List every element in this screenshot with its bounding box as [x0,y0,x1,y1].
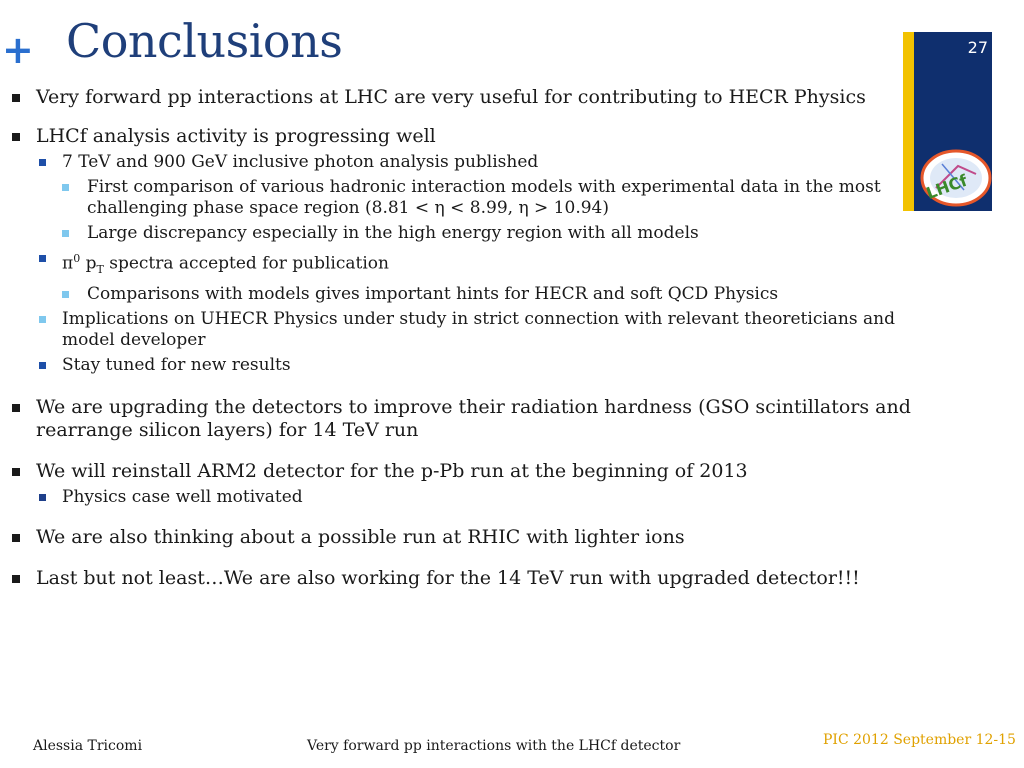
bullet-3: We are upgrading the detectors to improve their radiation hardness (GSO scintillators and rearrange silicon layers) for 14 TeV run [12,396,947,442]
footer-talk-title: Very forward pp interactions with the LHCf detector [307,738,681,754]
footer-conference: PIC 2012 September 12-15 [823,732,1016,748]
page-title: Conclusions [66,14,343,68]
bullet-2-2: $\pi^0$ $p_T$ spectra accepted for publication [12,248,947,280]
bullet-2-3: Implications on UHECR Physics under study in strict connection with relevant theoreticians and model developer [12,309,947,351]
bullet-2-1-2: Large discrepancy especially in the high energy region with all models [12,223,947,244]
bullet-list [12,86,947,590]
bullet-2-1-1: First comparison of various hadronic interaction models with experimental data in the most challenging phase space region (8.81 < η < 8.99, η > 10.94) [12,177,947,219]
logo-text: LHCf [923,170,970,204]
bullet-1: Very forward pp interactions at LHC are very useful for contributing to HECR Physics [12,86,947,109]
bullet-6: Last but not least…We are also working for the 14 TeV run with upgraded detector!!! [12,567,947,590]
bullet-2-4: Stay tuned for new results [12,355,947,376]
bullet-2-2-1: Comparisons with models gives important hints for HECR and soft QCD Physics [12,284,947,305]
bullet-2: LHCf analysis activity is progressing well [12,125,947,148]
bullet-2-1: 7 TeV and 900 GeV inclusive photon analysis published [12,152,947,173]
bullet-4: We will reinstall ARM2 detector for the p-Pb run at the beginning of 2013 [12,460,947,483]
bullet-4-1: Physics case well motivated [12,487,947,508]
plus-icon: + [2,28,34,72]
slide-number: 27 [967,38,988,57]
footer-author: Alessia Tricomi [33,738,143,754]
bullet-5: We are also thinking about a possible run at RHIC with lighter ions [12,526,947,549]
